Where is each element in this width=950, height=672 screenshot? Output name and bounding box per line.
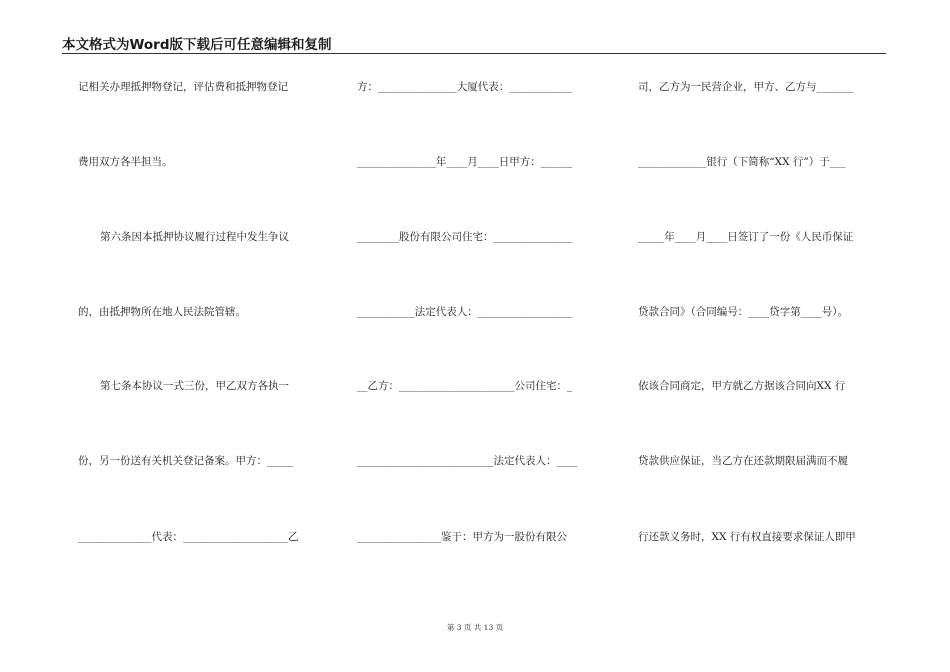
text-line: 贷款合同》（合同编号：____贷字第____号）。 (638, 306, 848, 318)
text-column-right (638, 0, 888, 620)
text-line: 依该合同商定，甲方就乙方据该合同向XX 行 (638, 380, 846, 392)
document-header-title: 本文格式为Word版下载后可任意编辑和复制 (62, 37, 332, 53)
text-line: __乙方：______________________公司住宅：_ (357, 380, 573, 392)
text-line: 记相关办理抵押物登记，评估费和抵押物登记 (78, 81, 288, 93)
text-line: _____年____月____日签订了一份《人民币保证 (638, 231, 854, 243)
page-number-footer: 第 3 页 共 13 页 (446, 623, 504, 632)
text-line: _______________年____月____日甲方：______ (357, 156, 573, 168)
text-line: _____________银行（下简称“XX 行”）于___ (638, 156, 846, 168)
text-column-left (78, 0, 324, 620)
text-line: ________________鉴于：甲方为一股份有限公 (357, 531, 567, 543)
text-column-middle (357, 0, 607, 620)
text-line: ___________法定代表人：__________________ (357, 306, 573, 318)
text-line: __________________________法定代表人：____ (357, 455, 578, 467)
text-line: 方：_______________大厦代表：____________ (357, 81, 573, 93)
text-line: 贷款供应保证，当乙方在还款期限届满而不履 (638, 455, 848, 467)
text-line: 的，由抵押物所在地人民法院管辖。 (78, 306, 246, 318)
text-line: ______________代表：____________________乙 (78, 531, 299, 543)
text-line: 第七条本协议一式三份，甲乙双方各执一 (100, 380, 289, 392)
text-line: 费用双方各半担当。 (78, 156, 173, 168)
text-line: 第六条因本抵押协议履行过程中发生争议 (100, 231, 289, 243)
text-line: 行还款义务时，XX 行有权直接要求保证人即甲 (638, 531, 856, 543)
text-line: 司，乙方为一民营企业，甲方、乙方与_______ (638, 81, 854, 93)
text-line: 份，另一份送有关机关登记备案。甲方：_____ (78, 455, 294, 467)
text-line: ________股份有限公司住宅：_______________ (357, 231, 573, 243)
